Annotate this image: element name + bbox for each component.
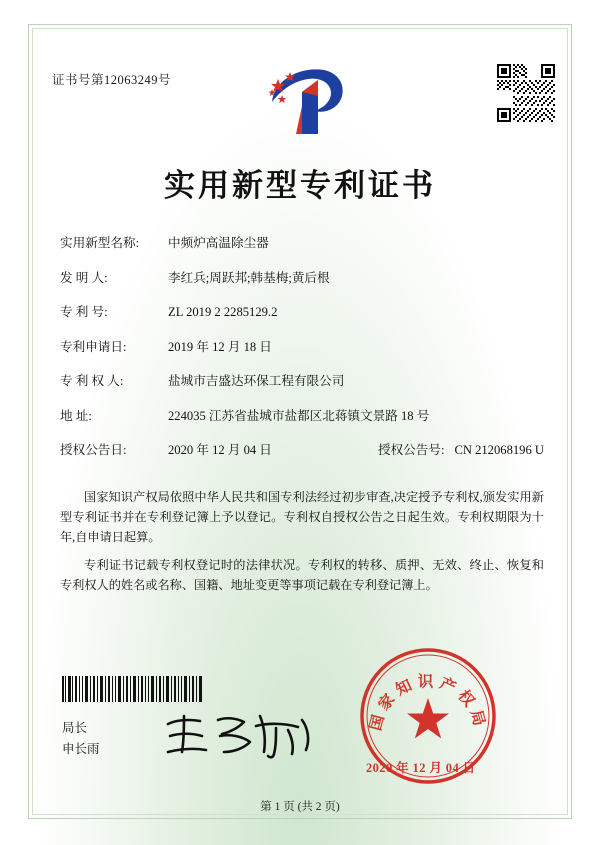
field-row-address (60, 405, 544, 424)
field-label: 专 利 号: (60, 305, 108, 319)
certificate-number: 证书号第12063249号 (52, 73, 172, 87)
field-value: 224035 江苏省盐城市盐都区北蒋镇文景路 18 号 (168, 408, 430, 423)
field-value: 中频炉高温除尘器 (168, 236, 269, 250)
director-label: 局长 (62, 721, 88, 735)
field-row-patent-number (60, 301, 544, 320)
field-label: 发 明 人: (60, 270, 108, 285)
field-row-invention-name (60, 232, 544, 251)
barcode-icon (62, 676, 202, 702)
page-title: 实用新型专利证书 (164, 168, 436, 203)
field-value: 盐城市吉盛达环保工程有限公司 (168, 374, 345, 388)
field-row-patentee (60, 370, 544, 389)
field-label-grant-number: 授权公告号: (377, 443, 445, 457)
seal-date: 2020 年 12 月 04 日 (366, 761, 476, 775)
field-label-grant-date: 授权公告日: (60, 443, 127, 457)
director-block (62, 718, 100, 760)
legal-text (60, 487, 544, 597)
field-label: 实用新型名称: (60, 236, 140, 250)
legal-paragraph-2: 专利证书记载专利权登记时的法律状况。专利权的转移、质押、无效、终止、恢复和专利权人的姓名或名称、国籍、地址变更等事项记载在专利登记簿上。 (60, 558, 544, 592)
qr-code-icon (497, 64, 555, 122)
handwritten-signature-icon (160, 706, 320, 764)
field-label: 专利申请日: (60, 339, 127, 354)
field-label: 专 利 权 人: (60, 374, 124, 388)
director-name: 申长雨 (62, 742, 100, 756)
field-row-grant (60, 439, 544, 458)
field-value-grant-number: CN 212068196 U (454, 443, 544, 457)
field-value-grant-date: 2020 年 12 月 04 日 (168, 443, 272, 457)
cnipa-logo-icon (252, 62, 348, 140)
field-row-application-date (60, 336, 544, 355)
field-value: ZL 2019 2 2285129.2 (168, 305, 278, 319)
page-footer: 第 1 页 (共 2 页) (260, 801, 340, 813)
legal-paragraph-1: 国家知识产权局依照中华人民共和国专利法经过初步审查,决定授予专利权,颁发实用新型专利证书并在专利登记簿上予以登记。专利权自授权公告之日起生效。专利权期限为十年,自申请日起算。 (60, 490, 544, 544)
svg-text:国家知识产权局: 国家知识产权局 (367, 673, 489, 733)
field-row-inventors (60, 267, 544, 286)
field-value: 李红兵;周跃邦;韩基梅;黄后根 (168, 270, 330, 285)
field-label: 地 址: (60, 408, 92, 423)
certificate-fields (60, 232, 544, 474)
field-value: 2019 年 12 月 18 日 (168, 339, 272, 354)
